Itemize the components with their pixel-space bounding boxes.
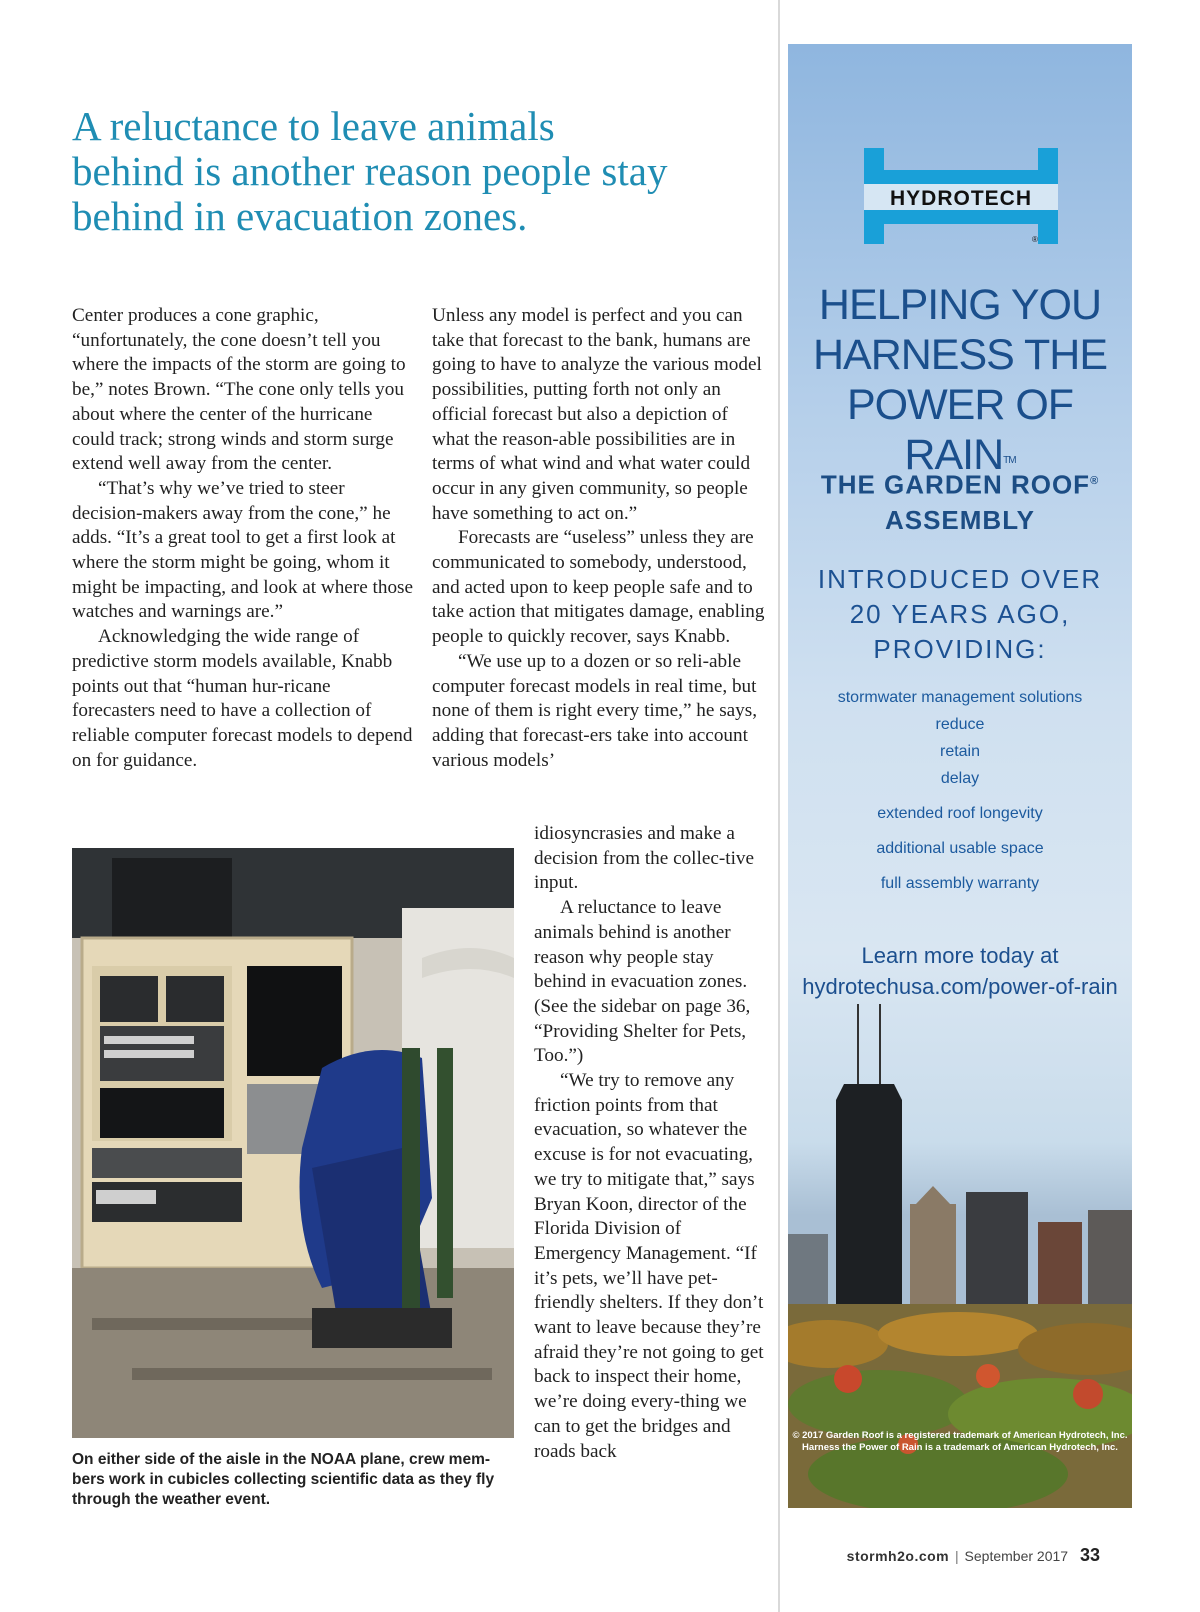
headline-line: HELPING YOU [818,281,1102,329]
benefit-item: delay [940,770,980,787]
hydrotech-advertisement[interactable] [788,44,1132,1508]
subheading-line: PROVIDING: [873,634,1047,664]
legal-line: Harness the Power of Rain is a trademark of American Hydrotech, Inc. [802,1442,1118,1453]
paragraph: Unless any model is perfect and you can take that forecast to the bank, humans are going to have to analyze the various model possibilities, putting forth not only an official forecast but also a depiction of what the reason-able possibilities are in terms of what wind and what water could occur in any given community, so people have something to act on.” [432,305,762,524]
trademark-mark: TM [1003,455,1016,466]
product-line: ASSEMBLY [884,504,1036,535]
subheading-line: 20 YEARS AGO, [849,599,1071,629]
paragraph: idiosyncrasies and make a decision from the collec-tive input. [534,823,755,894]
benefit-item: full assembly warranty [880,875,1040,892]
benefit-item: stormwater management solutions [837,689,1083,706]
equipment-rack-illustration [72,848,514,1438]
paragraph: Center produces a cone graphic, “unfortunately, the cone doesn’t tell you where the impacts of the storm are going to be,” notes Brown. “The cone only tells you about where the center of the hurricane could track; strong winds and storm surge extend well away from the center. [72,305,406,475]
product-line: THE GARDEN ROOF [820,469,1091,500]
pull-quote: A reluctance to leave animals behind is another reason people stay behind in evacuation zones. [72,103,668,239]
hydrotech-logo [864,148,1058,244]
subheading-line: INTRODUCED OVER [817,564,1103,594]
article-column-1 [72,304,417,773]
paragraph: A reluctance to leave animals behind is another reason why people stay behind in evacuation zones. (See the sidebar on page 36, “Providing Shelter for Pets, Too.”) [534,897,751,1067]
ad-product-name [788,464,1132,538]
ad-subheading [788,562,1132,667]
footer-site: stormh2o.com [846,1548,950,1564]
benefit-item: additional usable space [876,840,1044,857]
logo-registered-mark: ® [1032,235,1038,244]
footer-issue: September 2017 [964,1548,1069,1564]
ad-headline [788,280,1132,480]
page-footer [847,1545,1100,1566]
headline-line: POWER OF RAIN [846,381,1074,479]
headline-line: HARNESS THE [812,331,1108,379]
ad-legal-notice [792,1430,1128,1454]
paragraph: “We try to remove any friction points from that evacuation, so whatever the excuse is for not evacuating, we try to mitigate that,” says Bryan Koon, director of the Florida Division of Emergency Management. “If it’s pets, we’ll have pet-friendly shelters. If they don’t want to leave because they’re afraid they’re not going to get back to inspect their home, we’re doing every-thing we can to get the bridges and roads back [534,1070,764,1462]
ad-url-link[interactable]: hydrotechusa.com/power-of-rain [802,974,1118,999]
legal-line: © 2017 Garden Roof is a registered trademark of American Hydrotech, Inc. [792,1430,1128,1441]
paragraph: “That’s why we’ve tried to steer decision-makers away from the cone,” he adds. “It’s a great tool to get a first look at where the storm might be going, whom it might be impacting, and look at where those watches and warnings are.” [72,477,414,623]
article-column-2 [432,304,767,773]
ad-benefits-list [788,684,1132,897]
benefit-item: reduce [935,716,985,733]
logo-wordmark: HYDROTECH [889,187,1033,210]
registered-mark: ® [1090,475,1100,487]
noaa-plane-photo [72,848,514,1438]
benefit-item: extended roof longevity [877,805,1043,822]
ad-call-to-action[interactable] [788,940,1132,1002]
page-divider [778,0,780,1612]
footer-separator: | [955,1548,959,1564]
page-number: 33 [1079,1545,1100,1565]
article-column-3 [534,822,770,1464]
paragraph: Forecasts are “useless” unless they are communicated to somebody, understood, and acted upon to keep people safe and to take action that mitigates damage, enabling people to quickly recover, says Knabb. [432,527,765,648]
benefit-item: retain [939,743,981,760]
paragraph: Acknowledging the wide range of predictive storm models available, Knabb points out that “human hur-ricane forecasters need to have a collection of reliable computer forecast models to depend on for guidance. [72,626,413,771]
cta-text: Learn more today at [861,943,1059,968]
photo-caption: On either side of the aisle in the NOAA plane, crew mem-bers work in cubicles collecting scientific data as they fly through the weather event. [72,1451,495,1508]
paragraph: “We use up to a dozen or so reli-able computer forecast models in real time, but none of them is right every time,” he says, adding that forecast-ers take into account various models’ [432,650,758,771]
